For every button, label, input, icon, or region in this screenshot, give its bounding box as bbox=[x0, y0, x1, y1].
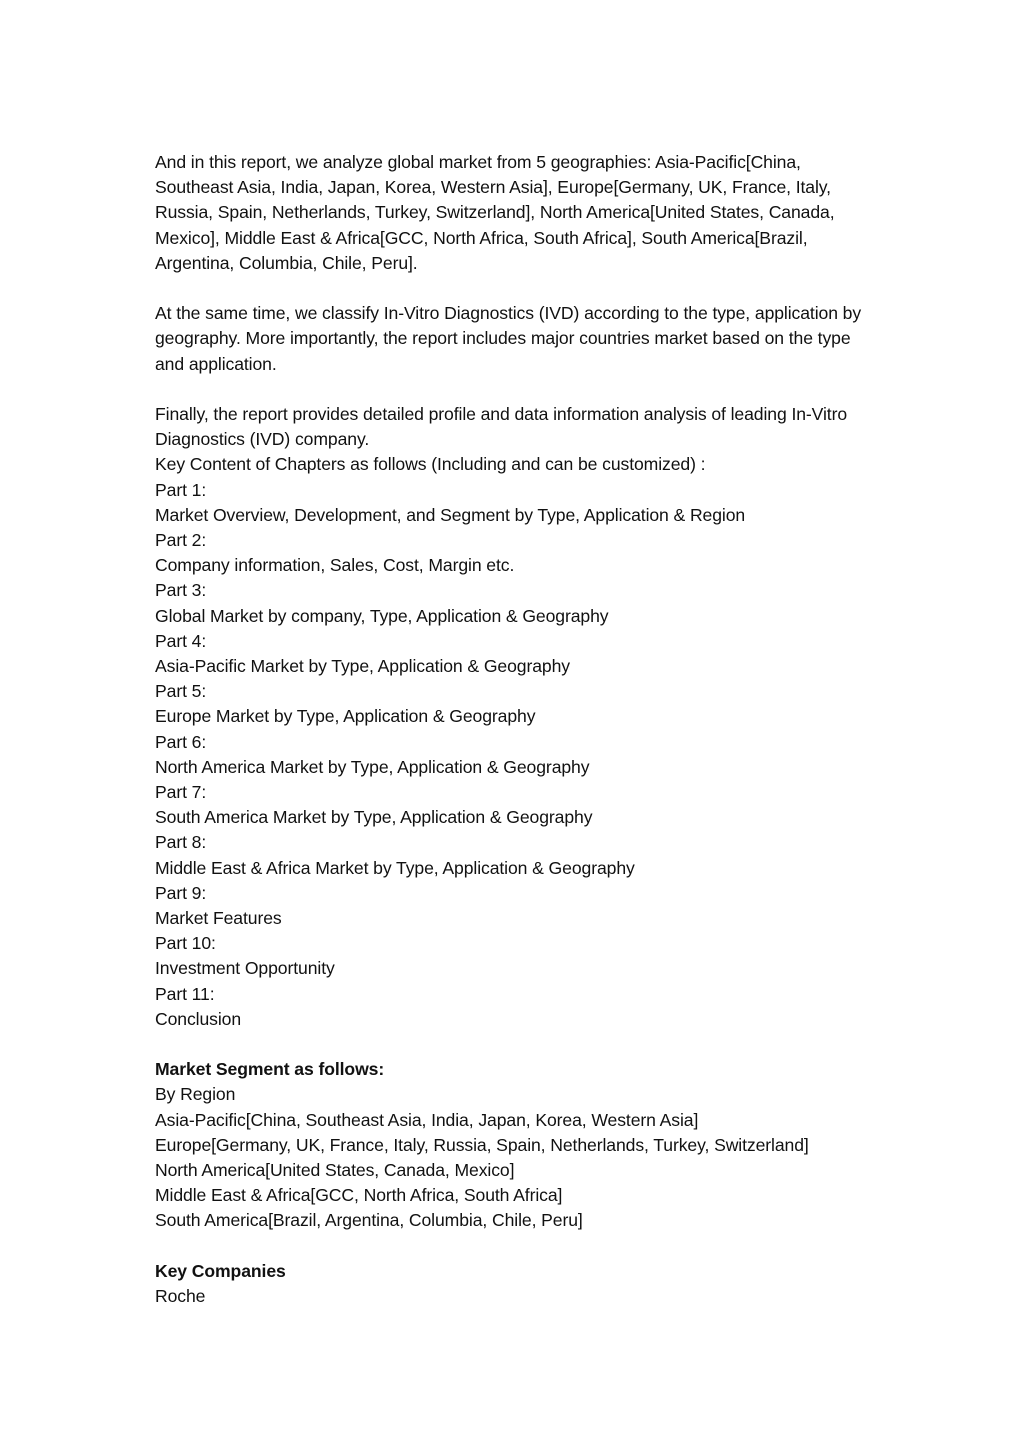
chapter-part-text: South America Market by Type, Application & Geography bbox=[155, 807, 593, 828]
region-item: Asia-Pacific[China, Southeast Asia, India, Japan, Korea, Western Asia] bbox=[155, 1109, 699, 1130]
paragraph-gap bbox=[155, 1234, 875, 1259]
company-list bbox=[155, 1284, 875, 1309]
chapter-part-text: Europe Market by Type, Application & Geography bbox=[155, 706, 536, 727]
region-item: Middle East & Africa[GCC, North Africa, South Africa] bbox=[155, 1185, 563, 1206]
chapter-part-label: Part 5: bbox=[155, 681, 207, 702]
intro-profile-paragraph: Finally, the report provides detailed profile and data information analysis of leading In-Vitro Diagnostics (IVD) company. bbox=[155, 404, 848, 450]
chapter-part-label: Part 3: bbox=[155, 580, 207, 601]
chapter-part-label: Part 1: bbox=[155, 479, 207, 500]
chapter-part-text: Global Market by company, Type, Application & Geography bbox=[155, 605, 609, 626]
chapter-part-text: Market Overview, Development, and Segment by Type, Application & Region bbox=[155, 504, 746, 525]
chapters-heading: Key Content of Chapters as follows (Including and can be customized) : bbox=[155, 454, 706, 475]
chapter-part-label: Part 6: bbox=[155, 731, 207, 752]
chapter-part-label: Part 10: bbox=[155, 933, 216, 954]
paragraph-gap bbox=[155, 1032, 875, 1057]
region-item: North America[United States, Canada, Mexico] bbox=[155, 1160, 515, 1181]
chapter-part-text: Asia-Pacific Market by Type, Application & Geography bbox=[155, 656, 570, 677]
chapter-part-label: Part 4: bbox=[155, 630, 207, 651]
chapter-part-label: Part 11: bbox=[155, 983, 215, 1004]
company-item: Roche bbox=[155, 1286, 206, 1307]
chapter-part-label: Part 9: bbox=[155, 882, 207, 903]
chapter-part-label: Part 2: bbox=[155, 530, 207, 551]
region-item: Europe[Germany, UK, France, Italy, Russia, Spain, Netherlands, Turkey, Switzerland] bbox=[155, 1134, 809, 1155]
chapter-part-text: Investment Opportunity bbox=[155, 958, 335, 979]
chapter-part-text: Middle East & Africa Market by Type, Application & Geography bbox=[155, 857, 635, 878]
intro-classification-paragraph: At the same time, we classify In-Vitro Diagnostics (IVD) according to the type, application by geography. More importantly, the report includes major countries market based on the type and application. bbox=[155, 303, 862, 374]
document-page bbox=[155, 150, 875, 1309]
paragraph-gap bbox=[155, 276, 875, 301]
chapter-list bbox=[155, 478, 875, 1032]
chapter-part-text: North America Market by Type, Application & Geography bbox=[155, 756, 590, 777]
region-list bbox=[155, 1108, 875, 1234]
chapter-part-label: Part 8: bbox=[155, 832, 207, 853]
chapter-part-label: Part 7: bbox=[155, 782, 207, 803]
chapter-part-text: Conclusion bbox=[155, 1008, 242, 1029]
region-item: South America[Brazil, Argentina, Columbia, Chile, Peru] bbox=[155, 1210, 583, 1231]
by-region-label: By Region bbox=[155, 1084, 236, 1105]
chapter-part-text: Company information, Sales, Cost, Margin etc. bbox=[155, 555, 515, 576]
key-companies-heading: Key Companies bbox=[155, 1260, 286, 1281]
paragraph-gap bbox=[155, 377, 875, 402]
intro-geographies-paragraph: And in this report, we analyze global market from 5 geographies: Asia-Pacific[China, Southeast Asia, India, Japan, Korea, Western Asia], Europe[Germany, UK, France, Italy, Russia, Spain, Netherlands, Turkey, Switzerland], North America[United States, Canada, Mexico], Middle East & Africa[GCC, North Africa, South Africa], South America[Brazil, Argentina, Columbia, Chile, Peru]. bbox=[155, 152, 835, 273]
market-segment-heading: Market Segment as follows: bbox=[155, 1059, 385, 1080]
chapter-part-text: Market Features bbox=[155, 908, 282, 929]
